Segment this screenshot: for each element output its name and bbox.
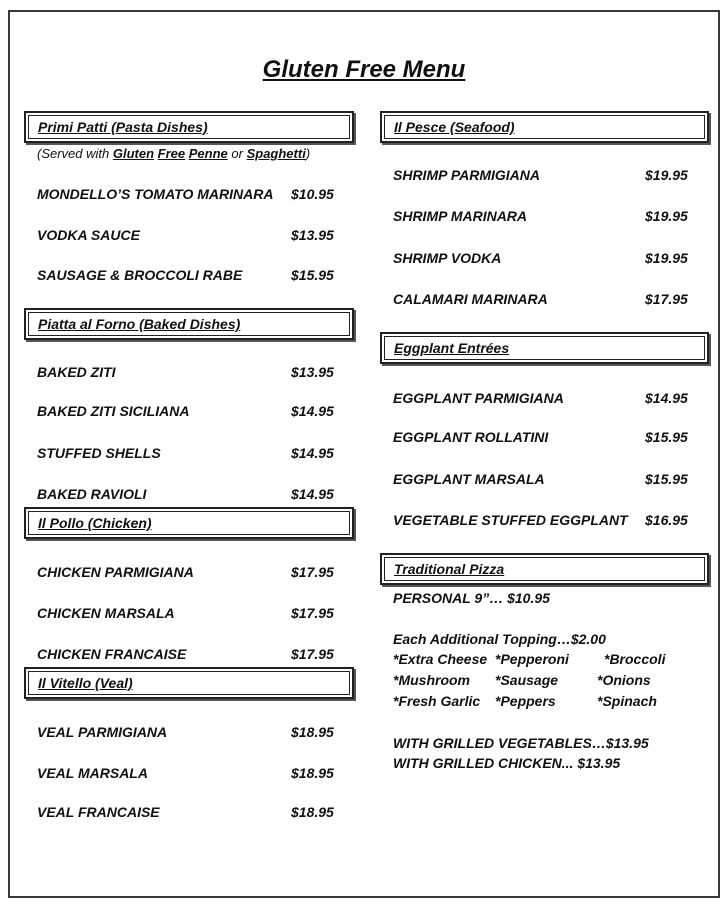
menu-item-name: BAKED ZITI SICILIANA xyxy=(37,403,190,419)
menu-item-price: $18.95 xyxy=(291,765,334,781)
section-header-pizza xyxy=(380,553,709,585)
menu-item-name: EGGPLANT ROLLATINI xyxy=(393,429,549,445)
menu-item-price: $19.95 xyxy=(645,208,688,224)
pizza-with-vegetables: WITH GRILLED VEGETABLES…$13.95 xyxy=(393,735,649,751)
topping-item: *Broccoli xyxy=(604,651,666,667)
menu-item-price: $18.95 xyxy=(291,724,334,740)
topping-item: *Onions xyxy=(597,672,651,688)
menu-item-name: CHICKEN MARSALA xyxy=(37,605,175,621)
menu-item-price: $15.95 xyxy=(645,471,688,487)
menu-item-name: VEGETABLE STUFFED EGGPLANT xyxy=(393,512,628,528)
pizza-topping-price: Each Additional Topping…$2.00 xyxy=(393,631,606,647)
menu-item-price: $10.95 xyxy=(291,186,334,202)
menu-item-name: VODKA SAUCE xyxy=(37,227,140,243)
section-header-chicken xyxy=(24,507,354,539)
menu-item-price: $14.95 xyxy=(291,403,334,419)
menu-item-name: STUFFED SHELLS xyxy=(37,445,161,461)
section-header-pasta xyxy=(24,111,354,143)
menu-item-name: CHICKEN PARMIGIANA xyxy=(37,564,194,580)
menu-item-price: $16.95 xyxy=(645,512,688,528)
menu-item-name: SHRIMP MARINARA xyxy=(393,208,528,224)
menu-item-price: $17.95 xyxy=(291,564,334,580)
menu-item-price: $15.95 xyxy=(291,267,334,283)
menu-item-name: SAUSAGE & BROCCOLI RABE xyxy=(37,267,243,283)
topping-item: *Mushroom xyxy=(393,672,470,688)
section-header-eggplant xyxy=(380,332,709,364)
section-heading: Il Vitello (Veal) xyxy=(38,675,133,691)
menu-item-name: EGGPLANT PARMIGIANA xyxy=(393,390,564,406)
menu-item-price: $19.95 xyxy=(645,250,688,266)
menu-item-name: VEAL FRANCAISE xyxy=(37,804,160,820)
menu-item-name: MONDELLO’S TOMATO MARINARA xyxy=(37,186,274,202)
menu-item-price: $14.95 xyxy=(645,390,688,406)
section-heading: Traditional Pizza xyxy=(394,561,505,577)
menu-item-name: BAKED ZITI xyxy=(37,364,116,380)
menu-item-price: $17.95 xyxy=(291,646,334,662)
menu-item-price: $19.95 xyxy=(645,167,688,183)
topping-item: *Peppers xyxy=(495,693,556,709)
menu-item-name: BAKED RAVIOLI xyxy=(37,486,147,502)
section-heading: Primi Patti (Pasta Dishes) xyxy=(38,119,208,135)
menu-item-price: $18.95 xyxy=(291,804,334,820)
menu-item-price: $13.95 xyxy=(291,227,334,243)
menu-item-name: VEAL MARSALA xyxy=(37,765,148,781)
section-header-seafood xyxy=(380,111,709,143)
section-heading: Il Pesce (Seafood) xyxy=(394,119,515,135)
menu-item-name: SHRIMP VODKA xyxy=(393,250,502,266)
menu-item-price: $17.95 xyxy=(291,605,334,621)
pizza-with-chicken: WITH GRILLED CHICKEN... $13.95 xyxy=(393,755,621,771)
menu-item-name: SHRIMP PARMIGIANA xyxy=(393,167,540,183)
page-title: Gluten Free Menu xyxy=(262,56,466,83)
section-header-baked xyxy=(24,308,354,340)
pasta-note: (Served with Gluten Free Penne or Spaghetti) xyxy=(37,146,311,161)
topping-item: *Spinach xyxy=(597,693,657,709)
section-header-veal xyxy=(24,667,354,699)
menu-item-price: $14.95 xyxy=(291,486,334,502)
menu-item-name: VEAL PARMIGIANA xyxy=(37,724,168,740)
section-heading: Il Pollo (Chicken) xyxy=(38,515,152,531)
menu-item-name: EGGPLANT MARSALA xyxy=(393,471,545,487)
menu-item-price: $17.95 xyxy=(645,291,688,307)
topping-item: *Fresh Garlic xyxy=(393,693,481,709)
topping-item: *Sausage xyxy=(495,672,559,688)
topping-item: *Pepperoni xyxy=(495,651,569,667)
section-heading: Eggplant Entrées xyxy=(394,340,510,356)
menu-item-name: CALAMARI MARINARA xyxy=(393,291,548,307)
menu-item-price: $15.95 xyxy=(645,429,688,445)
section-heading: Piatta al Forno (Baked Dishes) xyxy=(38,316,241,332)
menu-item-name: CHICKEN FRANCAISE xyxy=(37,646,187,662)
topping-item: *Extra Cheese xyxy=(393,651,488,667)
pizza-personal: PERSONAL 9”… $10.95 xyxy=(393,590,550,606)
menu-item-price: $13.95 xyxy=(291,364,334,380)
menu-item-price: $14.95 xyxy=(291,445,334,461)
